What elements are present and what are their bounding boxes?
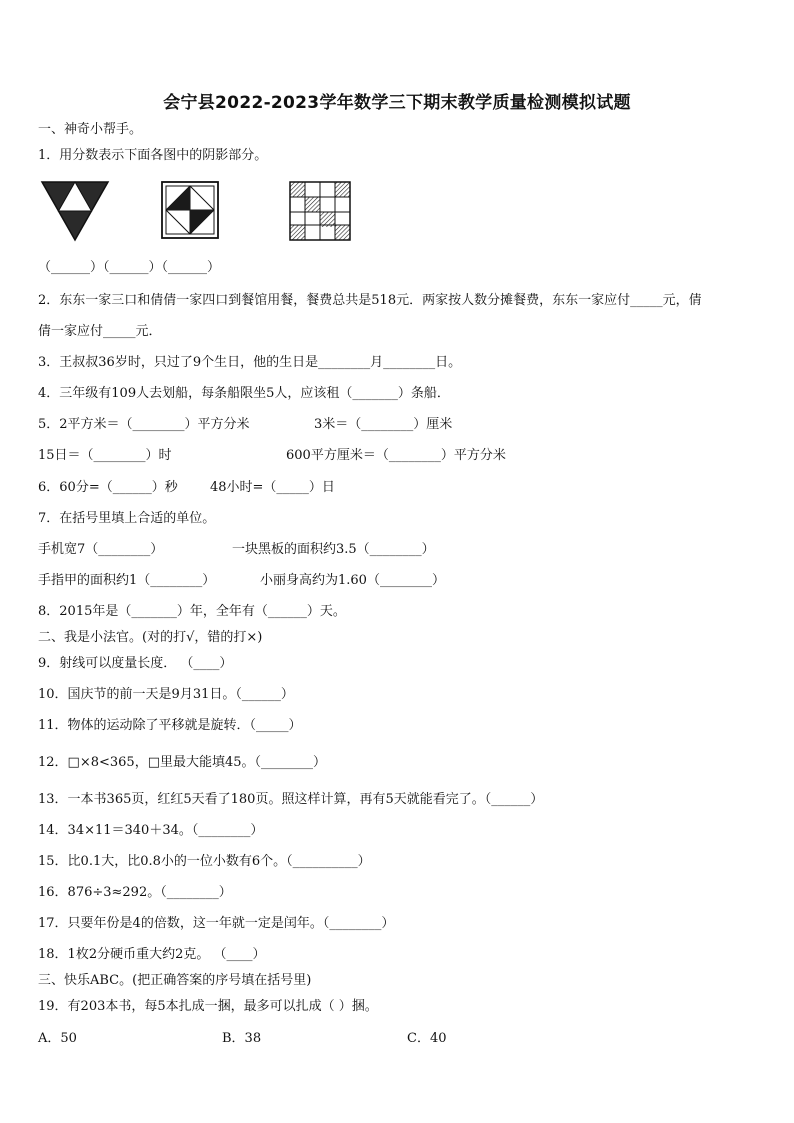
question-9: 9．射线可以度量长度． （____）: [38, 656, 233, 671]
question-18: 18．1枚2分硬币重大约2克。 （____）: [38, 947, 266, 962]
question-7d: 小丽身高约为1.60（________）: [260, 573, 445, 588]
question-19-option-b: B．38: [222, 1031, 262, 1046]
question-2-line-2: 倩一家应付_____元．: [38, 324, 162, 339]
question-7a: 手机宽7（________）: [38, 542, 164, 557]
question-2-line-1: 2．东东一家三口和倩倩一家四口到餐馆用餐，餐费总共是518元．两家按人数分摊餐费，东东一家应付_____元，倩: [38, 293, 702, 308]
question-19: 19．有203本书，每5本扎成一捆，最多可以扎成（ ）捆。: [38, 999, 378, 1014]
triangle-figure: [40, 180, 110, 242]
question-14: 14．34×11＝340＋34。（________）: [38, 823, 264, 838]
question-1: 1．用分数表示下面各图中的阴影部分。: [38, 148, 268, 163]
question-19-option-a: A．50: [38, 1031, 77, 1046]
question-5d: 600平方厘米＝（________）平方分米: [286, 448, 506, 463]
question-1-blanks: （______）（______）（______）: [38, 260, 221, 275]
question-5b: 3米＝（________）厘米: [314, 417, 453, 432]
question-5c: 15日＝（________）时: [38, 448, 172, 463]
question-16: 16．876÷3≈292。（________）: [38, 885, 232, 900]
question-7c: 手指甲的面积约1（________）: [38, 573, 216, 588]
question-7: 7．在括号里填上合适的单位。: [38, 511, 216, 526]
square-diamond-figure: [160, 180, 220, 240]
question-19-option-c: C．40: [407, 1031, 447, 1046]
section-2-heading: 二、我是小法官。(对的打√，错的打×): [38, 630, 263, 645]
question-6a: 6．60分=（______）秒: [38, 480, 178, 495]
question-4: 4．三年级有109人去划船，每条船限坐5人，应该租（_______）条船．: [38, 386, 450, 401]
question-5a: 5．2平方米＝（________）平方分米: [38, 417, 250, 432]
section-1-heading: 一、神奇小帮手。: [38, 122, 143, 137]
question-6b: 48小时=（_____）日: [210, 480, 335, 495]
grid-figure: [288, 180, 352, 242]
question-12: 12．□×8<365，□里最大能填45。（________）: [38, 755, 327, 770]
question-13: 13．一本书365页，红红5天看了180页。照这样计算，再有5天就能看完了。（______）: [38, 792, 544, 807]
question-10: 10．国庆节的前一天是9月31日。（______）: [38, 687, 294, 702]
question-17: 17．只要年份是4的倍数，这一年就一定是闰年。（________）: [38, 916, 395, 931]
question-3: 3．王叔叔36岁时，只过了9个生日，他的生日是________月________日。: [38, 355, 462, 370]
question-1-figures: [0, 178, 794, 248]
question-8: 8．2015年是（_______）年，全年有（______）天。: [38, 604, 346, 619]
question-15: 15．比0.1大，比0.8小的一位小数有6个。（__________）: [38, 854, 371, 869]
section-3-heading: 三、快乐ABC。(把正确答案的序号填在括号里): [38, 973, 312, 988]
question-11: 11．物体的运动除了平移就是旋转．（_____）: [38, 718, 302, 733]
question-7b: 一块黑板的面积约3.5（________）: [232, 542, 435, 557]
page-title: 会宁县2022-2023学年数学三下期末教学质量检测模拟试题: [163, 93, 631, 113]
